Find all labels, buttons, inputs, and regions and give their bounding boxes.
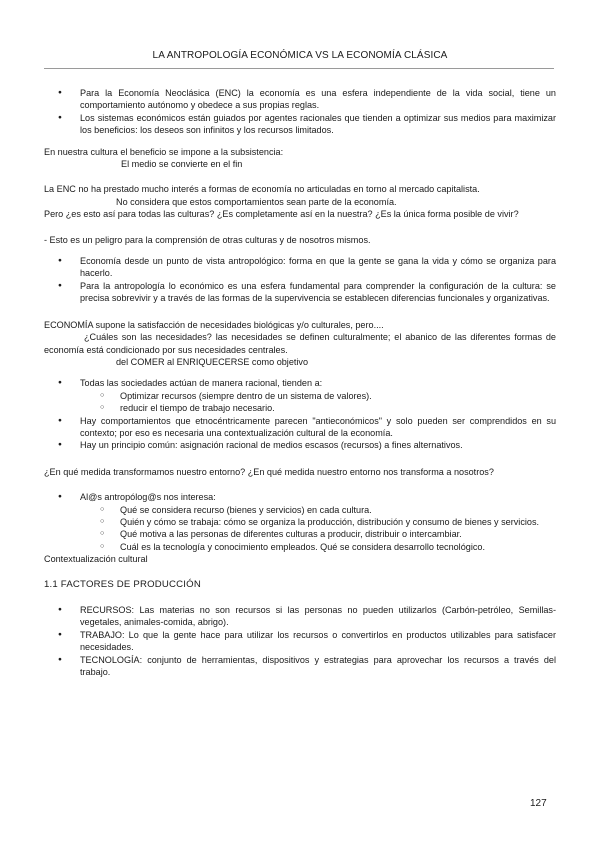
sub-list-item: ○ Optimizar recursos (siempre dentro de un sistema de valores). bbox=[44, 390, 556, 402]
sub-list-item: ○ Qué se considera recurso (bienes y servicios) en cada cultura. bbox=[44, 504, 556, 516]
paragraph: Contextualización cultural bbox=[44, 554, 148, 565]
list-item: ● RECURSOS: Las materias no son recursos si las personas no pueden utilizarlos (Carbón-petróleo, Semillas-vegetales, animales-comida, abrigo). bbox=[44, 604, 556, 629]
bullet-list-interests bbox=[44, 491, 556, 503]
header-divider bbox=[44, 68, 554, 69]
bullet-list-anthropology bbox=[44, 255, 556, 305]
section-title: 1.1 FACTORES DE PRODUCCIÓN bbox=[44, 578, 201, 590]
list-item: ● Para la Economía Neoclásica (ENC) la economía es una esfera independiente de la vida social, tiene un comportamiento autónomo y obedece a sus propias reglas. bbox=[44, 87, 556, 112]
page-number: 127 bbox=[530, 798, 547, 809]
sub-list bbox=[44, 504, 556, 554]
list-item: ● TRABAJO: Lo que la gente hace para utilizar los recursos o convertirlos en productos utilizables para satisfacer necesidades. bbox=[44, 629, 556, 654]
sub-list-item: ○ Qué motiva a las personas de diferentes culturas a producir, distribuir o intercambiar. bbox=[44, 528, 556, 540]
paragraph: - Esto es un peligro para la comprensión de otras culturas y de nosotros mismos. bbox=[44, 234, 371, 245]
list-item: ● Para la antropología lo económico es una esfera fundamental para comprender la configuración de la cultura: se precisa sobrevivir y a través de las formas de la supervivencia se establecen diferencias funcionales y organizativas. bbox=[44, 280, 556, 305]
bullet-list-factors bbox=[44, 604, 556, 678]
paragraph: En nuestra cultura el beneficio se impone a la subsistencia: bbox=[44, 146, 284, 157]
list-item: ● Al@s antropólog@s nos interesa: bbox=[44, 491, 556, 503]
paragraph-indented: No considera que estos comportamientos sean parte de la economía. bbox=[116, 196, 397, 207]
paragraph: ECONOMÍA supone la satisfacción de necesidades biológicas y/o culturales, pero.... bbox=[44, 319, 384, 330]
paragraph: Pero ¿es esto así para todas las culturas? ¿Es completamente así en la nuestra? ¿Es la única forma posible de vivir? bbox=[44, 209, 519, 220]
bullet-list-enc bbox=[44, 87, 556, 137]
paragraph: ¿Cuáles son las necesidades? las necesidades se definen culturalmente; el abanico de las diferentes formas de economía está condicionado por sus necesidades centrales. bbox=[44, 332, 556, 355]
paragraph-question: ¿En qué medida transformamos nuestro entorno? ¿En qué medida nuestro entorno nos transforma a nosotros? bbox=[44, 466, 494, 477]
paragraph-indented: El medio se convierte en el fin bbox=[121, 159, 243, 170]
list-item: ● Economía desde un punto de vista antropológico: forma en que la gente se gana la vida y cómo se organiza para hacerlo. bbox=[44, 255, 556, 280]
sub-list-item: ○ Quién y cómo se trabaja: cómo se organiza la producción, distribución y consumo de bienes y servicios. bbox=[44, 516, 556, 528]
paragraph: La ENC no ha prestado mucho interés a formas de economía no articuladas en torno al mercado capitalista. bbox=[44, 184, 480, 195]
list-item: ● Hay un principio común: asignación racional de medios escasos (recursos) a fines alternativos. bbox=[44, 439, 556, 451]
sub-list bbox=[44, 390, 556, 415]
bullet-list-societies-cont bbox=[44, 415, 556, 452]
list-item: ● TECNOLOGÍA: conjunto de herramientas, dispositivos y estrategias para aprovechar los recursos a través del trabajo. bbox=[44, 654, 556, 679]
paragraph-indented: del COMER al ENRIQUECERSE como objetivo bbox=[116, 356, 309, 367]
document-body bbox=[44, 87, 556, 678]
list-item bbox=[44, 377, 556, 389]
bullet-list-societies bbox=[44, 377, 556, 389]
page-header-title: LA ANTROPOLOGÍA ECONÓMICA VS LA ECONOMÍA CLÁSICA bbox=[152, 50, 448, 61]
list-item: ● Hay comportamientos que etnocéntricamente parecen "antieconómicos" y solo pueden ser comprendidos en su contexto; por eso es necesaria una contextualización cultural de la economía. bbox=[44, 415, 556, 440]
list-item: ● Los sistemas económicos están guiados por agentes racionales que tienden a optimizar sus medios para maximizar los beneficios: los deseos son infinitos y los recursos limitados. bbox=[44, 112, 556, 137]
list-item-text: Todas las sociedades actúan de manera racional, tienden a: bbox=[80, 378, 323, 389]
sub-list-item: ○ reducir el tiempo de trabajo necesario. bbox=[44, 402, 556, 414]
sub-list-item: ○ Cuál es la tecnología y conocimiento empleados. Qué se considera desarrollo tecnológico. bbox=[44, 541, 556, 553]
